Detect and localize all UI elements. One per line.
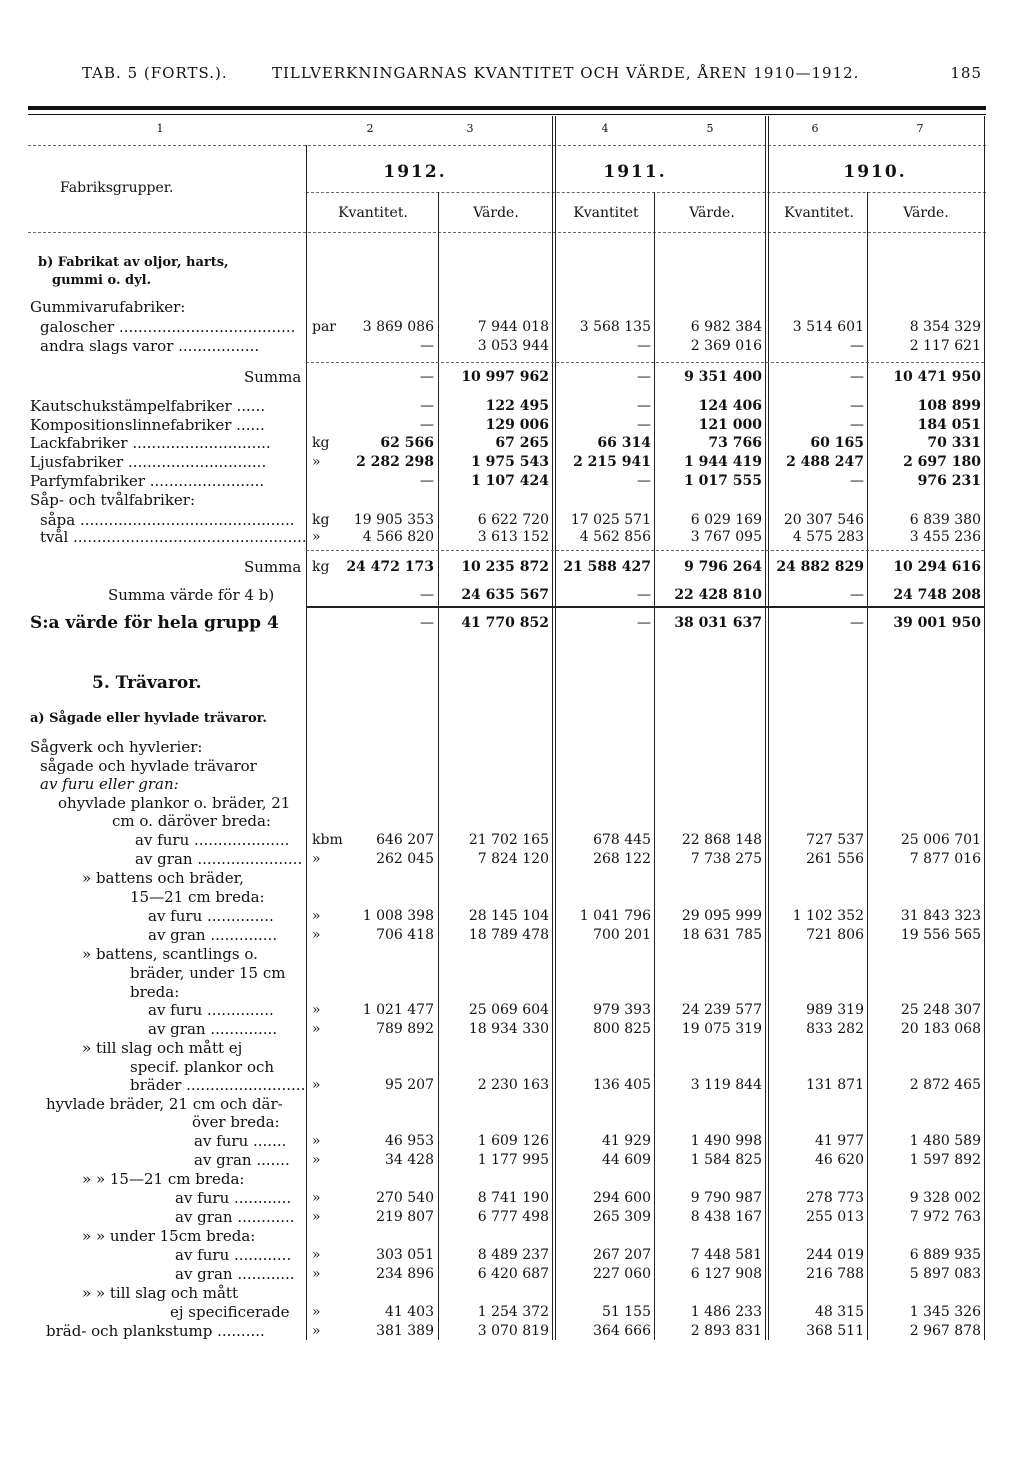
unit-cell: »	[312, 1133, 321, 1149]
row-label: av gran ..............	[148, 1020, 278, 1038]
value-cell-1910: 10 471 950	[893, 369, 981, 385]
value-cell-1911: 9 796 264	[684, 559, 762, 575]
quantity-cell-1911: 66 314	[597, 435, 651, 451]
row-label: Parfymfabriker ........................	[30, 472, 265, 490]
value-cell-1912: 1 177 995	[477, 1152, 549, 1168]
grand-total-label: S:a värde för hela grupp 4	[30, 613, 279, 633]
value-cell-1912: 122 495	[485, 398, 549, 414]
page-number: 185	[950, 64, 982, 82]
column-number-rule	[28, 145, 986, 146]
subgroup-label: över breda:	[192, 1113, 280, 1131]
subgroup-label: » battens, scantlings o.	[82, 945, 258, 963]
quantity-cell-1912: 219 807	[376, 1209, 434, 1225]
quantity-cell-1912: 19 905 353	[353, 512, 434, 528]
value-cell-1912: 25 069 604	[468, 1002, 549, 1018]
unit-cell: kg	[312, 559, 330, 575]
quantity-cell-1911: 136 405	[593, 1077, 651, 1093]
value-cell-1910: 7 972 763	[909, 1209, 981, 1225]
row-label: av gran ......................	[135, 850, 303, 868]
value-cell-1910: 24 748 208	[893, 587, 981, 603]
subgroup-label: hyvlade bräder, 21 cm och där-	[46, 1095, 283, 1113]
column-number-4: 4	[601, 122, 609, 135]
quantity-cell-1910: —	[850, 398, 864, 414]
unit-cell: kbm	[312, 832, 343, 848]
row-label: av furu ............	[175, 1189, 292, 1207]
value-cell-1911: 2 369 016	[690, 338, 762, 354]
quantity-cell-1911: 294 600	[593, 1190, 651, 1206]
quantity-cell-1910: 46 620	[815, 1152, 864, 1168]
value-cell-1911: 22 868 148	[681, 832, 762, 848]
value-cell-1911: 1 584 825	[690, 1152, 762, 1168]
quantity-cell-1910: 60 165	[810, 435, 864, 451]
quantity-cell-1911: 3 568 135	[579, 319, 651, 335]
quantity-cell-1910: 131 871	[806, 1077, 864, 1093]
value-cell-1911: 24 239 577	[681, 1002, 762, 1018]
quantity-cell-1910: —	[850, 473, 864, 489]
quantity-cell-1910: 833 282	[806, 1021, 864, 1037]
row-label: andra slags varor .................	[40, 337, 260, 355]
row-label: av furu ....................	[135, 831, 290, 849]
quantity-cell-1910: 255 013	[806, 1209, 864, 1225]
quantity-cell-1910: —	[850, 587, 864, 603]
total-rule	[306, 606, 984, 608]
unit-cell: »	[312, 1002, 321, 1018]
subgroup-label: » » 15—21 cm breda:	[82, 1170, 245, 1188]
unit-cell: »	[312, 1323, 321, 1339]
row-label: tvål .................................................	[40, 528, 307, 546]
value-cell-1912: 8 489 237	[477, 1247, 549, 1263]
subgroup-label: » » under 15cm breda:	[82, 1227, 256, 1245]
section-heading: b) Fabrikat av oljor, harts,	[38, 255, 229, 270]
section-heading: gummi o. dyl.	[52, 273, 152, 288]
unit-cell: »	[312, 1247, 321, 1263]
value-cell-1910: 6 839 380	[909, 512, 981, 528]
value-cell-1912: 3 053 944	[477, 338, 549, 354]
row-label: av gran ............	[175, 1208, 295, 1226]
quantity-cell-1912: 646 207	[376, 832, 434, 848]
quantity-cell-1910: 2 488 247	[786, 454, 864, 470]
row-label: Ljusfabriker .............................	[30, 453, 267, 471]
value-cell-1911: 1 486 233	[690, 1304, 762, 1320]
quantity-cell-1912: —	[420, 473, 434, 489]
quantity-cell-1910: 216 788	[806, 1266, 864, 1282]
row-label: ej specificerade	[170, 1303, 290, 1321]
value-cell-1911: 6 029 169	[690, 512, 762, 528]
value-cell-1910: 6 889 935	[909, 1247, 981, 1263]
column-number-2: 2	[366, 122, 374, 135]
quantity-cell-1912: 62 566	[380, 435, 434, 451]
quantity-cell-1912: 2 282 298	[356, 454, 434, 470]
row-label: Kautschukstämpelfabriker ......	[30, 397, 266, 415]
quantity-cell-1910: 48 315	[815, 1304, 864, 1320]
value-cell-1910: 1 345 326	[909, 1304, 981, 1320]
quantity-cell-1911: 267 207	[593, 1247, 651, 1263]
value-cell-1910: 2 967 878	[909, 1323, 981, 1339]
quantity-cell-1912: 1 008 398	[362, 908, 434, 924]
column-number-3: 3	[466, 122, 474, 135]
quantity-cell-1910: 4 575 283	[792, 529, 864, 545]
unit-cell: par	[312, 319, 337, 335]
quantity-cell-1911: 21 588 427	[563, 559, 651, 575]
column-divider	[306, 145, 307, 1340]
value-cell-1911: 121 000	[698, 417, 762, 433]
quantity-cell-1912: 24 472 173	[346, 559, 434, 575]
value-cell-1912: 1 107 424	[471, 473, 549, 489]
quantity-cell-1911: 265 309	[593, 1209, 651, 1225]
quantity-cell-1911: —	[637, 587, 651, 603]
unit-cell: »	[312, 1021, 321, 1037]
value-cell-1910: 2 872 465	[909, 1077, 981, 1093]
quantity-cell-1911: —	[637, 398, 651, 414]
quantity-cell-1912: 34 428	[385, 1152, 434, 1168]
row-label: Lackfabriker .............................	[30, 434, 271, 452]
sum-label: Summa	[244, 558, 302, 576]
column-number-7: 7	[916, 122, 924, 135]
value-cell-1910: 3 455 236	[909, 529, 981, 545]
column-number-6: 6	[811, 122, 819, 135]
unit-cell: »	[312, 851, 321, 867]
sum-label: Summa värde för 4 b)	[108, 586, 275, 604]
year-header-1910: 1910.	[843, 162, 907, 182]
value-cell-1910: 10 294 616	[893, 559, 981, 575]
row-label: av furu ..............	[148, 907, 274, 925]
value-cell-1912: 28 145 104	[468, 908, 549, 924]
value-cell-1911: 19 075 319	[681, 1021, 762, 1037]
value-cell-1910: 31 843 323	[900, 908, 981, 924]
quantity-cell-1910: 368 511	[806, 1323, 864, 1339]
value-cell-1910: 8 354 329	[909, 319, 981, 335]
quantity-cell-1910: 20 307 546	[783, 512, 864, 528]
value-cell-1912: 129 006	[485, 417, 549, 433]
section-heading: a) Sågade eller hyvlade trävaror.	[30, 711, 267, 726]
value-cell-1912: 6 777 498	[477, 1209, 549, 1225]
value-cell-1910: 184 051	[917, 417, 981, 433]
value-cell-1912: 18 934 330	[468, 1021, 549, 1037]
unit-cell: »	[312, 927, 321, 943]
sum-rule	[306, 550, 984, 551]
row-label: bräder .........................	[130, 1076, 306, 1094]
subgroup-label: Såp- och tvålfabriker:	[30, 491, 196, 509]
value-cell-1911: 124 406	[698, 398, 762, 414]
row-label: galoscher .....................................	[40, 318, 296, 336]
subgroup-label: bräder, under 15 cm	[130, 964, 286, 982]
subgroup-label: specif. plankor och	[130, 1058, 275, 1076]
subgroup-label: 15—21 cm breda:	[130, 888, 265, 906]
sum-label: Summa	[244, 368, 302, 386]
column-number-5: 5	[706, 122, 714, 135]
unit-cell: »	[312, 1077, 321, 1093]
unit-cell: »	[312, 1266, 321, 1282]
subgroup-label: » battens och bräder,	[82, 869, 244, 887]
quantity-cell-1911: 364 666	[593, 1323, 651, 1339]
column-divider	[552, 116, 556, 1340]
value-cell-1912: 1 609 126	[477, 1133, 549, 1149]
value-cell-1912: 67 265	[495, 435, 549, 451]
quantity-header-1912: Kvantitet.	[338, 205, 408, 221]
value-cell-1910: 2 697 180	[903, 454, 981, 470]
unit-cell: kg	[312, 435, 330, 451]
quantity-cell-1912: 1 021 477	[362, 1002, 434, 1018]
subgroup-label: Gummivarufabriker:	[30, 298, 186, 316]
quantity-cell-1912: 4 566 820	[362, 529, 434, 545]
quantity-cell-1912: 46 953	[385, 1133, 434, 1149]
quantity-cell-1911: 44 609	[602, 1152, 651, 1168]
value-cell-1912: 2 230 163	[477, 1077, 549, 1093]
column-divider	[984, 116, 985, 1340]
value-cell-1912: 3 070 819	[477, 1323, 549, 1339]
value-cell-1912: 8 741 190	[477, 1190, 549, 1206]
column-number-1: 1	[156, 122, 164, 135]
value-cell-1911: 29 095 999	[681, 908, 762, 924]
value-cell-1912: 1 975 543	[471, 454, 549, 470]
value-cell-1912: 41 770 852	[461, 615, 549, 631]
value-cell-1911: 22 428 810	[674, 587, 762, 603]
value-cell-1911: 9 790 987	[690, 1190, 762, 1206]
quantity-cell-1912: 706 418	[376, 927, 434, 943]
header-bottom-rule	[28, 232, 986, 233]
sum-rule	[306, 362, 984, 363]
value-cell-1912: 24 635 567	[461, 587, 549, 603]
year-header-1912: 1912.	[383, 162, 447, 182]
subgroup-label: av furu eller gran:	[40, 775, 179, 793]
section-title: 5. Trävaror.	[92, 673, 202, 693]
quantity-cell-1910: 278 773	[806, 1190, 864, 1206]
unit-cell: »	[312, 1190, 321, 1206]
row-label: bräd- och plankstump ..........	[46, 1322, 265, 1340]
value-cell-1910: 19 556 565	[900, 927, 981, 943]
quantity-cell-1911: 4 562 856	[579, 529, 651, 545]
quantity-cell-1911: 678 445	[593, 832, 651, 848]
quantity-cell-1910: —	[850, 417, 864, 433]
value-cell-1911: 7 448 581	[690, 1247, 762, 1263]
value-cell-1911: 2 893 831	[690, 1323, 762, 1339]
subgroup-label: breda:	[130, 983, 180, 1001]
quantity-cell-1910: 41 977	[815, 1133, 864, 1149]
unit-cell: »	[312, 1304, 321, 1320]
quantity-cell-1911: —	[637, 473, 651, 489]
subgroup-label: » till slag och mått ej	[82, 1039, 243, 1057]
value-cell-1911: 73 766	[708, 435, 762, 451]
quantity-cell-1911: 41 929	[602, 1133, 651, 1149]
row-label: såpa .............................................	[40, 511, 295, 529]
quantity-cell-1912: —	[420, 398, 434, 414]
quantity-cell-1910: 3 514 601	[792, 319, 864, 335]
quantity-cell-1912: 262 045	[376, 851, 434, 867]
quantity-cell-1912: —	[420, 417, 434, 433]
value-cell-1911: 38 031 637	[674, 615, 762, 631]
year-header-1911: 1911.	[603, 162, 667, 182]
subgroup-label: cm o. däröver breda:	[112, 812, 271, 830]
value-cell-1911: 1 490 998	[690, 1133, 762, 1149]
quantity-cell-1911: —	[637, 417, 651, 433]
value-cell-1912: 6 420 687	[477, 1266, 549, 1282]
value-cell-1910: 20 183 068	[900, 1021, 981, 1037]
value-cell-1910: 1 597 892	[909, 1152, 981, 1168]
table-reference: TAB. 5 (FORTS.).	[82, 64, 228, 82]
quantity-cell-1910: —	[850, 338, 864, 354]
value-cell-1911: 1 017 555	[684, 473, 762, 489]
value-cell-1911: 1 944 419	[684, 454, 762, 470]
quantity-cell-1912: —	[420, 369, 434, 385]
quantity-cell-1911: —	[637, 369, 651, 385]
value-cell-1911: 6 127 908	[690, 1266, 762, 1282]
quantity-header-1910: Kvantitet.	[784, 205, 854, 221]
value-cell-1910: 976 231	[917, 473, 981, 489]
value-cell-1911: 7 738 275	[690, 851, 762, 867]
quantity-cell-1912: 3 869 086	[362, 319, 434, 335]
group-column-header: Fabriksgrupper.	[60, 180, 174, 196]
page-header	[82, 64, 982, 86]
quantity-header-1911: Kvantitet	[573, 205, 639, 221]
quantity-cell-1911: 979 393	[593, 1002, 651, 1018]
row-label: av furu ..............	[148, 1001, 274, 1019]
quantity-cell-1912: 234 896	[376, 1266, 434, 1282]
quantity-cell-1911: 800 825	[593, 1021, 651, 1037]
value-cell-1910: 2 117 621	[909, 338, 981, 354]
value-cell-1912: 7 944 018	[477, 319, 549, 335]
value-header-1912: Värde.	[473, 205, 519, 221]
value-cell-1910: 9 328 002	[909, 1190, 981, 1206]
quantity-cell-1910: 727 537	[806, 832, 864, 848]
quantity-cell-1912: 303 051	[376, 1247, 434, 1263]
quantity-cell-1912: —	[420, 615, 434, 631]
quantity-cell-1911: 227 060	[593, 1266, 651, 1282]
unit-cell: »	[312, 529, 321, 545]
row-label: av gran ..............	[148, 926, 278, 944]
quantity-cell-1911: —	[637, 338, 651, 354]
subgroup-label: » » till slag och mått	[82, 1284, 238, 1302]
quantity-cell-1911: 2 215 941	[573, 454, 651, 470]
value-header-1910: Värde.	[903, 205, 949, 221]
value-cell-1910: 25 006 701	[900, 832, 981, 848]
quantity-cell-1911: 51 155	[602, 1304, 651, 1320]
value-cell-1910: 5 897 083	[909, 1266, 981, 1282]
value-cell-1912: 10 997 962	[461, 369, 549, 385]
quantity-cell-1910: 721 806	[806, 927, 864, 943]
value-cell-1912: 10 235 872	[461, 559, 549, 575]
quantity-cell-1911: 268 122	[593, 851, 651, 867]
row-label: av furu ............	[175, 1246, 292, 1264]
value-cell-1911: 6 982 384	[690, 319, 762, 335]
value-cell-1911: 18 631 785	[681, 927, 762, 943]
value-cell-1912: 3 613 152	[477, 529, 549, 545]
subgroup-label: Sågverk och hyvlerier:	[30, 738, 203, 756]
column-divider	[438, 192, 439, 1340]
unit-cell: »	[312, 1152, 321, 1168]
unit-cell: »	[312, 1209, 321, 1225]
column-divider	[654, 192, 655, 1340]
column-divider	[765, 116, 769, 1340]
quantity-cell-1911: 17 025 571	[570, 512, 651, 528]
quantity-cell-1910: —	[850, 615, 864, 631]
quantity-cell-1910: 261 556	[806, 851, 864, 867]
quantity-cell-1910: 24 882 829	[776, 559, 864, 575]
year-rule	[306, 192, 986, 193]
page-title: TILLVERKNINGARNAS KVANTITET OCH VÄRDE, ÅREN 1910—1912.	[272, 64, 860, 82]
value-cell-1912: 6 622 720	[477, 512, 549, 528]
value-cell-1911: 3 767 095	[690, 529, 762, 545]
header-rule-thin	[28, 114, 986, 115]
unit-cell: »	[312, 454, 321, 470]
header-rule-thick	[28, 106, 986, 110]
quantity-cell-1910: 989 319	[806, 1002, 864, 1018]
quantity-cell-1912: 41 403	[385, 1304, 434, 1320]
quantity-cell-1912: 381 389	[376, 1323, 434, 1339]
subgroup-label: ohyvlade plankor o. bräder, 21	[58, 794, 291, 812]
value-cell-1910: 1 480 589	[909, 1133, 981, 1149]
value-cell-1910: 70 331	[927, 435, 981, 451]
quantity-cell-1912: —	[420, 587, 434, 603]
row-label: av gran .......	[194, 1151, 290, 1169]
quantity-cell-1910: —	[850, 369, 864, 385]
quantity-cell-1911: 1 041 796	[579, 908, 651, 924]
value-cell-1912: 21 702 165	[468, 832, 549, 848]
value-cell-1911: 3 119 844	[690, 1077, 762, 1093]
quantity-cell-1910: 244 019	[806, 1247, 864, 1263]
quantity-cell-1910: 1 102 352	[792, 908, 864, 924]
value-cell-1912: 7 824 120	[477, 851, 549, 867]
quantity-cell-1911: —	[637, 615, 651, 631]
value-cell-1910: 39 001 950	[893, 615, 981, 631]
column-divider	[867, 192, 868, 1340]
quantity-cell-1912: —	[420, 338, 434, 354]
subgroup-label: sågade och hyvlade trävaror	[40, 757, 257, 775]
value-cell-1912: 18 789 478	[468, 927, 549, 943]
quantity-cell-1912: 270 540	[376, 1190, 434, 1206]
value-cell-1910: 25 248 307	[900, 1002, 981, 1018]
quantity-cell-1912: 789 892	[376, 1021, 434, 1037]
value-cell-1911: 8 438 167	[690, 1209, 762, 1225]
quantity-cell-1912: 95 207	[385, 1077, 434, 1093]
value-cell-1911: 9 351 400	[684, 369, 762, 385]
row-label: av furu .......	[194, 1132, 287, 1150]
value-cell-1912: 1 254 372	[477, 1304, 549, 1320]
row-label: Kompositionslinnefabriker ......	[30, 416, 265, 434]
value-cell-1910: 7 877 016	[909, 851, 981, 867]
value-cell-1910: 108 899	[917, 398, 981, 414]
quantity-cell-1911: 700 201	[593, 927, 651, 943]
unit-cell: »	[312, 908, 321, 924]
value-header-1911: Värde.	[689, 205, 735, 221]
row-label: av gran ............	[175, 1265, 295, 1283]
unit-cell: kg	[312, 512, 330, 528]
